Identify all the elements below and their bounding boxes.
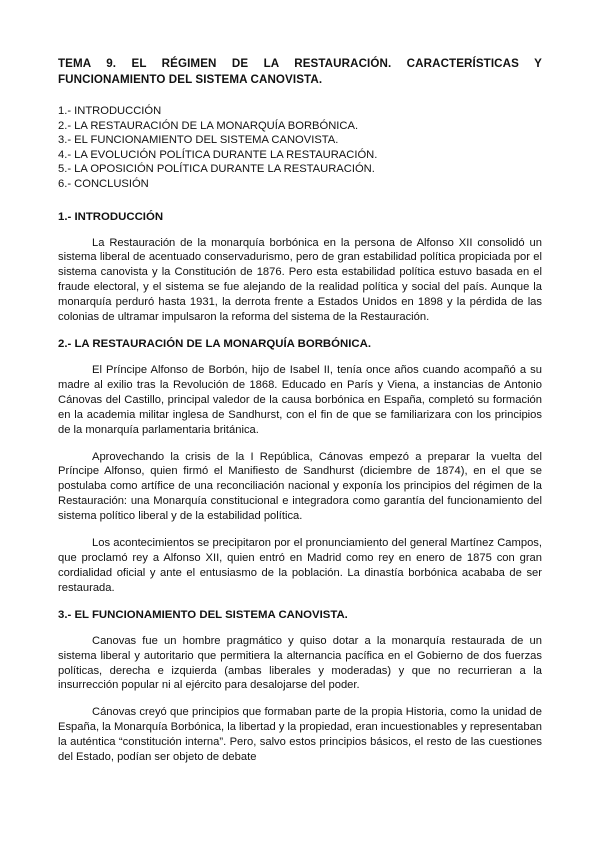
- section-restauracion: [58, 337, 542, 596]
- paragraph: La Restauración de la monarquía borbónica en la persona de Alfonso XII consolidó un sistema liberal de acentuado conservadurismo, pero de gran estabilidad política propiciada por el sistema canovista y la Constitución de 1876. Pero esta estabilidad política estuvo basada en el fraude electoral, y el sistema se fue alejando de la realidad política y social del país. Aunque la monarquía perduró hasta 1931, la derrota frente a Estados Unidos en 1898 y la pérdida de las colonias de ultramar impulsaron la reforma del sistema de la Restauración.: [58, 236, 542, 324]
- document-title: TEMA 9. EL RÉGIMEN DE LA RESTAURACIÓN. CARACTERÍSTICAS Y FUNCIONAMIENTO DEL SISTEMA CANOVISTA.: [58, 57, 542, 86]
- section-introduccion: [58, 210, 542, 325]
- toc-item: 2.- LA RESTAURACIÓN DE LA MONARQUÍA BORBÓNICA.: [58, 119, 359, 132]
- toc-item: 1.- INTRODUCCIÓN: [58, 105, 162, 117]
- paragraph: Canovas fue un hombre pragmático y quiso dotar a la monarquía restaurada de un sistema liberal y autoritario que permitiera la alternancia pacífica en el Gobierno de dos fuerzas políticas, derecha e izquierda (ambas liberales y moderadas) y que no recurrieran a la insurrección popular ni al ejército para desalojarse del poder.: [58, 634, 542, 692]
- toc-item: 5.- LA OPOSICIÓN POLÍTICA DURANTE LA RESTAURACIÓN.: [58, 163, 375, 176]
- section-heading: 2.- LA RESTAURACIÓN DE LA MONARQUÍA BORBÓNICA.: [58, 338, 372, 350]
- table-of-contents: [58, 104, 542, 192]
- paragraph: Aprovechando la crisis de la I República, Cánovas empezó a preparar la vuelta del Príncipe Alfonso, quien firmó el Manifiesto de Sandhurst (diciembre de 1874), en el que se postulaba como artífice de una reconciliación nacional y exponía los principios del régimen de la Restauración: una Monarquía constitucional e integradora como garantía del funcionamiento del sistema político liberal y de la estabilidad política.: [58, 450, 542, 523]
- section-heading: 1.- INTRODUCCIÓN: [58, 210, 164, 223]
- paragraph: Cánovas creyó que principios que formaban parte de la propia Historia, como la unidad de España, la Monarquía Borbónica, la libertad y la propiedad, eran incuestionables y representaban la auténtica “constitución interna”. Pero, salvo estos principios básicos, el resto de las cuestiones del Estado, podían ser objeto de debate: [58, 706, 542, 764]
- paragraph: El Príncipe Alfonso de Borbón, hijo de Isabel II, tenía once años cuando acompañó a su madre al exilio tras la Revolución de 1868. Educado en París y Viena, a instancias de Antonio Cánovas del Castillo, principal valedor de la causa borbónica en España, completó su formación en la academia militar inglesa de Sandhurst, con el fin de que se familiarizara con los principios de la monarquía parlamentaria británica.: [58, 364, 542, 436]
- section-heading: 3.- EL FUNCIONAMIENTO DEL SISTEMA CANOVISTA.: [58, 608, 348, 621]
- paragraph: Los acontecimientos se precipitaron por el pronunciamiento del general Martínez Campos, que proclamó rey a Alfonso XII, quien entró en Madrid como rey en enero de 1875 con gran cordialidad oficial y ante el entusiasmo de la población. La dinastía borbónica acababa de ser restaurada.: [58, 537, 542, 594]
- section-funcionamiento: [58, 608, 542, 765]
- toc-item: 4.- LA EVOLUCIÓN POLÍTICA DURANTE LA RESTAURACIÓN.: [58, 148, 378, 161]
- toc-item: 3.- EL FUNCIONAMIENTO DEL SISTEMA CANOVISTA.: [58, 134, 339, 147]
- toc-item: 6.- CONCLUSIÓN: [58, 177, 149, 190]
